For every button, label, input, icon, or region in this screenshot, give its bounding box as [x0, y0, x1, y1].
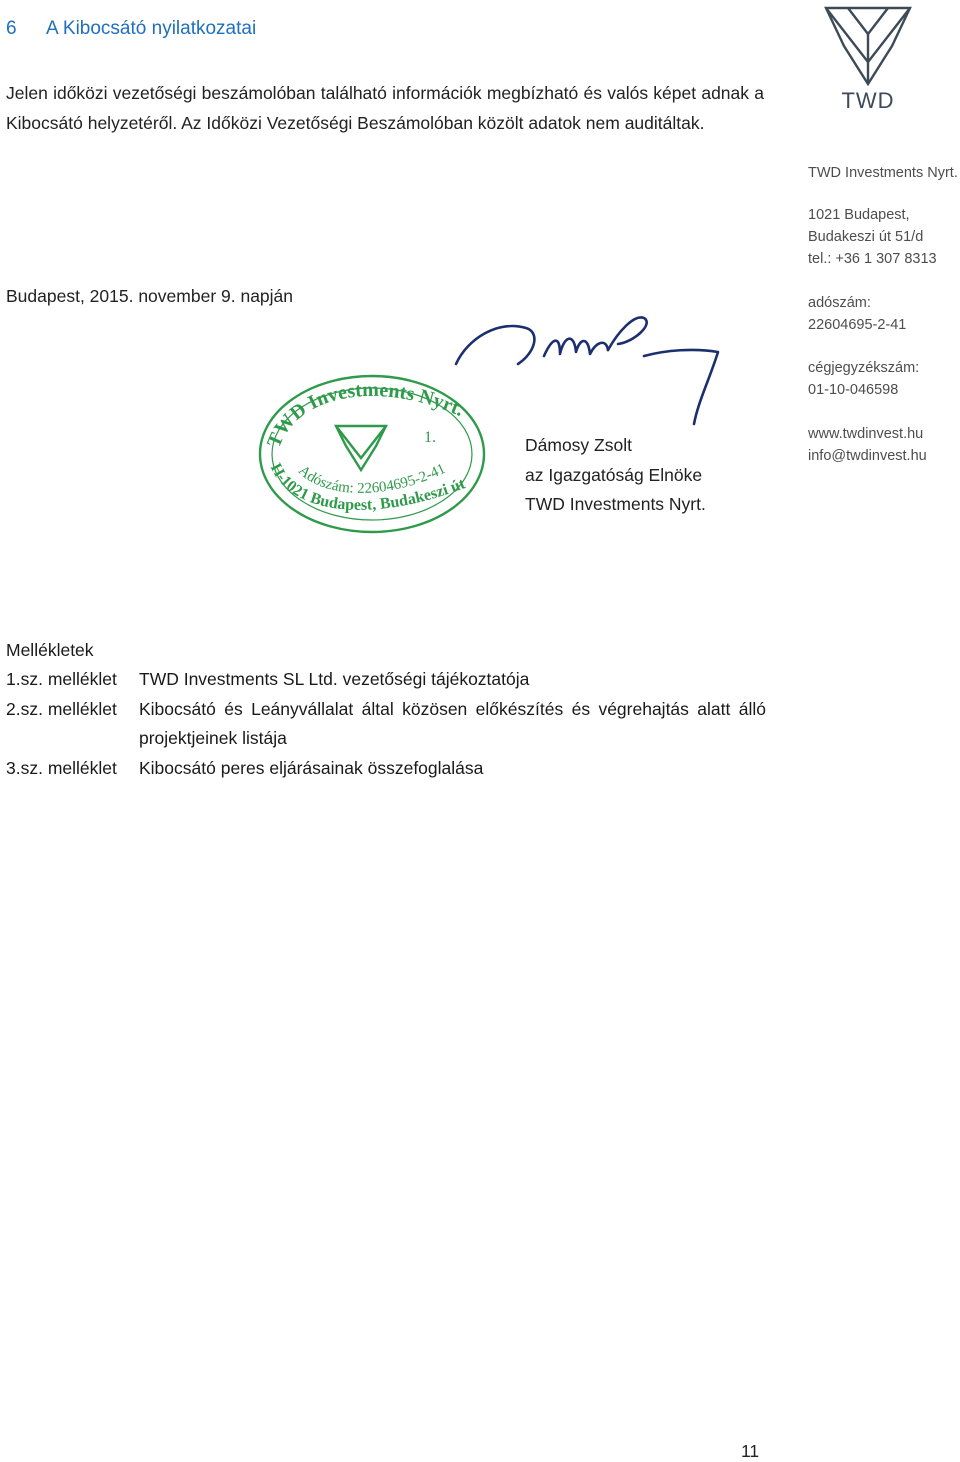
signer-company: TWD Investments Nyrt.: [525, 494, 706, 514]
handwritten-signature: [448, 298, 748, 428]
stamp-top-text: TWD Investments Nyrt.: [262, 378, 468, 451]
attachment-number: 2.sz. melléklet: [6, 698, 117, 719]
company-stamp: [254, 366, 490, 534]
stamp-number: 1.: [424, 429, 436, 446]
sidebar-registration: [808, 357, 919, 401]
attachment-item: [6, 665, 766, 694]
signer-block: [525, 431, 706, 520]
sidebar-address-line2: Budakeszi út 51/d: [808, 229, 924, 245]
sidebar-reg-label: cégjegyzékszám:: [808, 360, 920, 376]
attachments-section: [6, 636, 766, 783]
attachment-item: [6, 754, 766, 783]
attachment-description: Kibocsátó peres eljárásainak összefoglalása: [139, 757, 484, 778]
twd-logo: [822, 4, 914, 114]
sidebar-address: [808, 204, 937, 270]
sidebar-company: TWD Investments Nyrt.: [808, 165, 958, 181]
attachments-title: Mellékletek: [6, 640, 94, 660]
signer-name: Dámosy Zsolt: [525, 435, 632, 455]
sidebar-reg-value: 01-10-046598: [808, 382, 899, 398]
signer-role: az Igazgatóság Elnöke: [525, 464, 703, 485]
attachment-number: 1.sz. melléklet: [6, 669, 117, 690]
section-number: 6: [6, 18, 17, 39]
place-date: Budapest, 2015. november 9. napján: [6, 286, 294, 306]
attachment-description: Kibocsátó és Leányvállalat által közösen előkészítés és végrehajtás alatt álló projektjeinek listája: [139, 698, 766, 749]
sidebar-tax-label: adószám:: [808, 295, 871, 311]
sidebar-phone: tel.: +36 1 307 8313: [808, 251, 937, 267]
sidebar-email: info@twdinvest.hu: [808, 448, 927, 464]
attachment-number: 3.sz. melléklet: [6, 757, 117, 778]
attachment-item: [6, 695, 766, 754]
sidebar-website: www.twdinvest.hu: [808, 426, 924, 442]
page-number: 11: [741, 1441, 760, 1461]
sidebar-tax: [808, 292, 906, 336]
stamp-tax-text: Adószám: 22604695-2-41: [295, 460, 449, 497]
section-heading: [6, 18, 256, 40]
sidebar-web: [808, 423, 927, 467]
intro-paragraph: Jelen időközi vezetőségi beszámolóban található információk megbízható és valós képet adnak a Kibocsátó helyzetéről. Az Időközi Vezetőségi Beszámolóban közölt adatok nem auditáltak.: [6, 83, 764, 133]
sidebar-tax-value: 22604695-2-41: [808, 317, 907, 333]
logo-text: TWD: [841, 88, 895, 113]
section-title: A Kibocsátó nyilatkozatai: [46, 18, 257, 39]
diamond-logo-icon: [822, 4, 914, 114]
sidebar-address-line1: 1021 Budapest,: [808, 207, 910, 223]
stamp-bottom-text: H-1021 Budapest, Budakeszi út: [266, 460, 468, 514]
attachment-description: TWD Investments SL Ltd. vezetőségi tájékoztatója: [139, 669, 530, 690]
